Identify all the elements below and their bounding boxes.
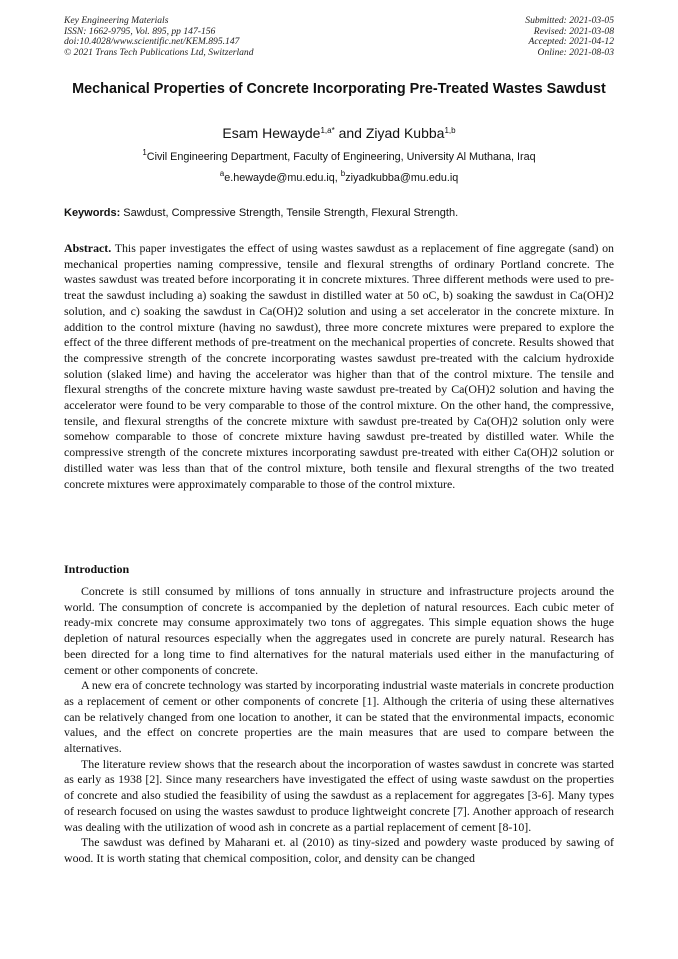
introduction-heading: Introduction — [64, 562, 130, 576]
email-a: e.hewayde@mu.edu.iq, — [224, 172, 341, 184]
date-submitted: Submitted: 2021-03-05 — [525, 15, 614, 26]
affiliation-text: Civil Engineering Department, Faculty of Engineering, University Al Muthana, Iraq — [146, 151, 536, 163]
author-line — [64, 124, 614, 142]
introduction-body — [64, 584, 614, 867]
date-accepted: Accepted: 2021-04-12 — [528, 36, 614, 48]
email-b: ziyadkubba@mu.edu.iq — [345, 172, 459, 184]
email-a-marker: a — [219, 169, 225, 178]
author-emails — [64, 169, 614, 185]
keywords-text: Sawdust, Compressive Strength, Tensile Strength, Flexural Strength. — [120, 207, 459, 219]
intro-paragraph: Concrete is still consumed by millions of tons annually in structure and infrastructure projects around the world. The consumption of concrete is accompanied by the depletion of natural resources. Each cubic meter of ready-mix concrete may consume approximately two tons of aggregates. This simple equation shows the huge depletion of natural resources especially when the aggregates used in concrete are purely natural. Research has been directed for a long time to find alternatives for the natural materials used either in the manufacturing of cement or other components of concrete. — [64, 584, 614, 677]
author-1-affiliation-marker: 1,a* — [320, 126, 335, 135]
intro-paragraph: A new era of concrete technology was started by incorporating industrial waste materials in concrete production as a replacement of cement or other components of concrete [1]. Although the criteria of using these alternatives can be relatively changed from one location to another, it can be stated that the environmental impacts, economic values, and the effect on concrete properties are the main measures that are used to compare between the alternatives. — [64, 678, 614, 756]
abstract-text: This paper investigates the effect of using wastes sawdust as a replacement of fine aggregate (sand) on mechanical properties naming compressive, tensile and flexural strengths of ordinary Portland concrete. The wastes sawdust was treated before incorporating it in concrete mixtures. Three different methods were used to pre-treat the sawdust including a) soaking the sawdust in distilled water at 50 oC, b) soaking the sawdust in Ca(OH)2 solution, and c) soaking the sawdust in Ca(OH)2 solution and using a set accelerator in the concrete mixture. In addition to the control mixture (having no sawdust), three more concrete mixtures were prepared to explore the effect of the three different methods of pre-treatment on the mechanical properties of concrete. Results showed that the compressive strength of the concrete incorporating wastes sawdust pre-treated with the calcium hydroxide solution (slaked lime) and having the accelerator was higher than that of the control mixture. The tensile and flexural strengths of the concrete mixture having waste sawdust pre-treated by Ca(OH)2 solution and having the accelerator were found to be very comparable to those of the control mixture. On the other hand, the compressive, tensile, and flexural strengths of the concrete mixture with sawdust pre-treated by Ca(OH)2 solution only were somehow comparable to those of concrete mixture having sawdust pre-treated by distilled water. While the compressive strength of the concrete mixtures incorporating sawdust pre-treated with either Ca(OH)2 solution or distilled water was less than that of the control mixture, both tensile and flexural strengths of the two treated concrete mixtures were approximately comparable to those of the control mixture. — [64, 241, 614, 491]
abstract — [64, 241, 614, 492]
affiliation-marker: 1 — [142, 148, 147, 157]
date-revised: Revised: 2021-03-08 — [533, 25, 614, 37]
intro-paragraph: The sawdust was defined by Maharani et. al (2010) as tiny-sized and powdery waste produced by sawing of wood. It is worth stating that chemical composition, color, and density can be changed — [64, 835, 614, 865]
abstract-label: Abstract. — [64, 241, 112, 255]
intro-paragraph: The literature review shows that the research about the incorporation of wastes sawdust in concrete was started as early as 1938 [2]. Since many researchers have investigated the effect of using waste sawdust on the properties of concrete and also studied the feasibility of using the sawdust as a replacement for aggregates [3-6]. Many types of research focused on using the wastes sawdust to produce lightweight concrete [7]. Another approach of research was dealing with the utilization of wood ash in concrete as a partial replacement of cement [8-10]. — [64, 756, 614, 834]
journal-info-header — [64, 16, 254, 58]
author-2-affiliation-marker: 1,b — [444, 126, 456, 135]
paper-title: Mechanical Properties of Concrete Incorporating Pre-Treated Wastes Sawdust — [72, 81, 606, 97]
journal-copyright: © 2021 Trans Tech Publications Ltd, Switzerland — [64, 46, 254, 58]
journal-issn: ISSN: 1662-9795, Vol. 895, pp 147-156 — [64, 25, 216, 37]
author-2-name: Ziyad Kubba — [365, 125, 445, 141]
journal-doi: doi:10.4028/www.scientific.net/KEM.895.147 — [64, 36, 240, 48]
email-b-marker: b — [340, 169, 346, 178]
affiliation — [64, 148, 614, 164]
date-online: Online: 2021-08-03 — [537, 46, 614, 58]
publication-dates-header — [525, 16, 614, 58]
keywords — [64, 206, 614, 220]
journal-name: Key Engineering Materials — [64, 15, 169, 26]
keywords-label: Keywords: — [64, 207, 121, 219]
author-conjunction: and — [334, 125, 366, 141]
author-1-name: Esam Hewayde — [222, 125, 321, 141]
